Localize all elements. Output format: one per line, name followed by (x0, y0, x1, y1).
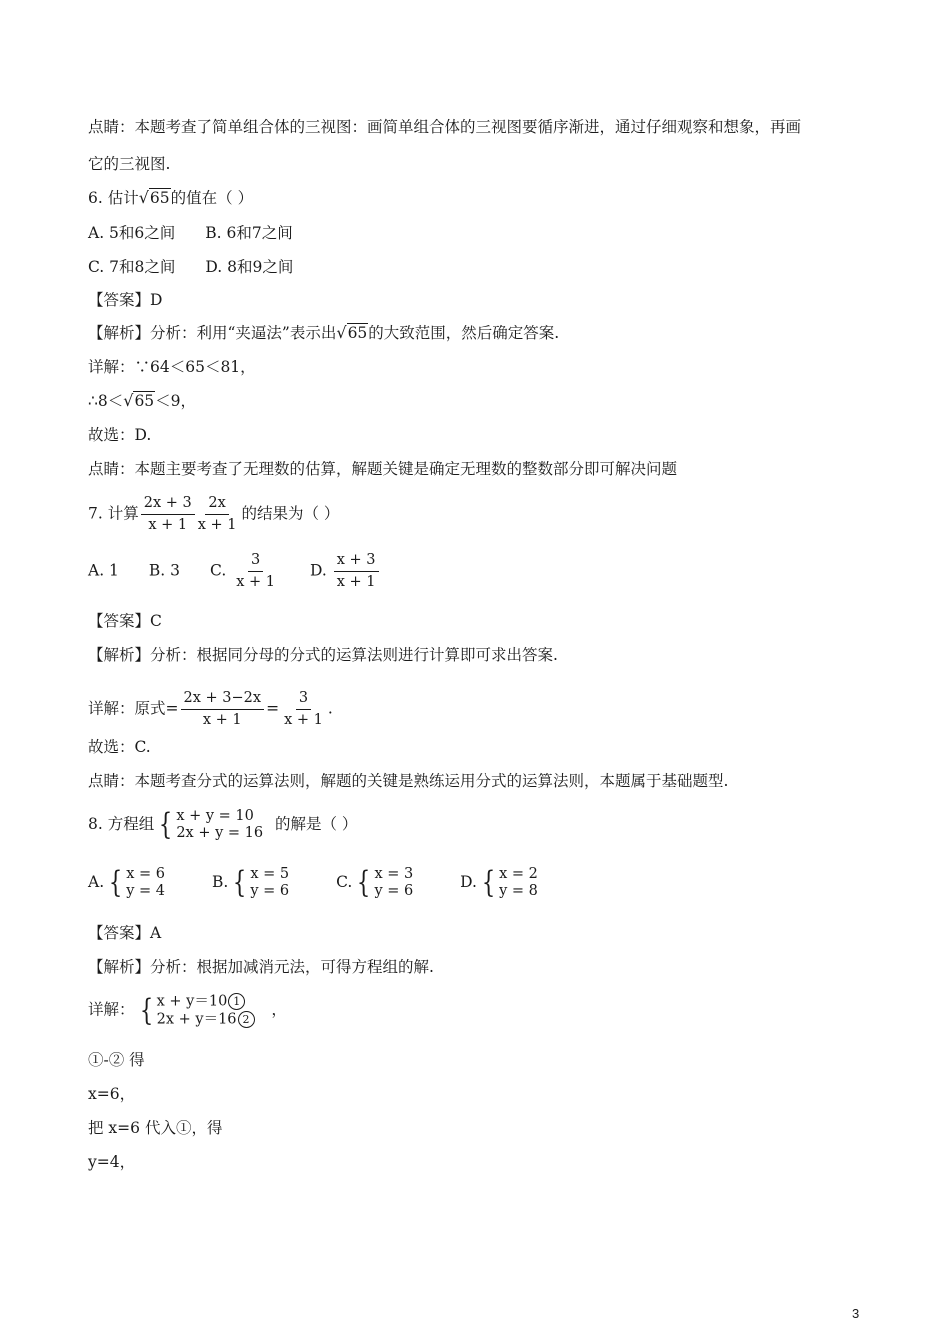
q8-stem-suffix: 的解是（ ） (274, 815, 358, 833)
q6-stem (88, 188, 253, 208)
q8-option-b-system: { x = 5 y = 6 (233, 865, 290, 900)
q7-fraction-2-numerator: 2x (205, 495, 228, 515)
q6-analysis (88, 323, 559, 343)
q8-detail-eq1: x + y＝10 (156, 993, 228, 1010)
step-1: ①-② 得 (88, 1051, 145, 1069)
q8-option-a-system: { x = 6 y = 4 (108, 865, 166, 900)
q7-option-a: A. 1 (88, 561, 119, 580)
q6-therefore-sqrt: √65 (123, 391, 155, 410)
q8-option-d-system: { x = 2 y = 8 (481, 865, 538, 900)
q7-option-d-label: D. (309, 561, 327, 580)
page-number: 3 (852, 1306, 860, 1321)
q8-option-a-eq1: x = 6 (126, 866, 165, 882)
q6-radicand: 65 (149, 189, 170, 207)
q8-analysis: 【解析】分析：根据加减消元法，可得方程组的解. (88, 958, 434, 976)
q8-option-b-label: B. (211, 873, 229, 891)
step-4: y=4， (88, 1153, 136, 1171)
q7-stem (88, 495, 339, 534)
q7-detail-fraction-2-denominator: x + 1 (284, 712, 323, 728)
remark-line-2: 它的三视图. (88, 155, 171, 173)
q8-option-d-eq2: y = 8 (499, 883, 538, 899)
q6-analysis-sqrt: √65 (336, 323, 368, 342)
q7-fraction-1 (141, 495, 195, 534)
q7-detail-fraction-1-denominator: x + 1 (202, 712, 242, 728)
q6-option-b: B. 6和7之间 (205, 224, 293, 242)
q8-equation-1: x + y = 10 (176, 808, 254, 824)
q8-option-c-system: { x = 3 y = 6 (357, 865, 414, 900)
q8-option-c-eq1: x = 3 (374, 866, 414, 882)
q7-detail-fraction-1 (181, 690, 265, 729)
q7-option-b: B. 3 (148, 561, 181, 580)
q6-detail: 详解：∵64＜65＜81， (88, 358, 256, 376)
q6-choice: 故选：D. (88, 426, 152, 444)
q8-detail-prefix: 详解： (88, 1000, 135, 1019)
q6-option-a: A. 5和6之间 (88, 224, 176, 242)
q7-fraction-2 (195, 495, 240, 534)
q8-stem (88, 808, 357, 842)
q6-option-d: D. 8和9之间 (205, 258, 294, 276)
q6-therefore-radicand: 65 (134, 392, 155, 410)
step-3: 把 x=6 代入①，得 (88, 1119, 223, 1137)
q8-option-b-eq2: y = 6 (250, 883, 290, 899)
q8-detail (88, 993, 287, 1028)
q8-detail-circled-2: 2 (238, 1011, 255, 1028)
q7-stem-prefix: 7. 计算 (88, 504, 139, 523)
q8-option-a-label: A. (88, 873, 105, 891)
q8-detail-eq2: 2x + y＝16 (156, 1011, 237, 1027)
q7-fraction-1-numerator: 2x + 3 (141, 495, 195, 515)
q7-fraction-1-denominator: x + 1 (148, 517, 188, 533)
q8-detail-comma: ， (271, 1000, 287, 1019)
q7-choice: 故选：C. (88, 738, 151, 756)
q8-option-b-eq1: x = 5 (250, 866, 290, 882)
q6-stem-suffix: 的值在（ ） (170, 189, 254, 207)
q8-detail-system: { x + y＝10 1 2x + y＝16 2 (137, 993, 255, 1028)
q6-therefore-prefix: ∴8＜ (88, 392, 124, 410)
q7-detail-period: . (327, 699, 333, 718)
q7-detail-fraction-2 (281, 690, 326, 729)
q7-option-c-fraction (233, 552, 278, 591)
q8-option-d-eq1: x = 2 (499, 866, 538, 882)
q8-option-a-eq2: y = 4 (126, 883, 166, 899)
q6-remark: 点睛：本题主要考查了无理数的估算，解题关键是确定无理数的整数部分即可解决问题 (88, 460, 678, 478)
q7-option-d-denominator: x + 1 (336, 574, 376, 590)
q7-option-d-fraction (334, 552, 379, 591)
q8-option-c-label: C. (336, 873, 353, 891)
q7-stem-suffix: 的结果为（ ） (241, 504, 340, 523)
q6-therefore (88, 391, 196, 411)
q7-options (88, 552, 381, 591)
q6-answer: 【答案】D (88, 291, 163, 309)
q8-option-c-eq2: y = 6 (374, 883, 414, 899)
q7-fraction-2-denominator: x + 1 (197, 517, 237, 533)
q6-option-c: C. 7和8之间 (88, 258, 176, 276)
q8-equation-system: { x + y = 10 2x + y = 16 (159, 807, 264, 842)
q6-analysis-suffix: 的大致范围，然后确定答案. (368, 324, 560, 342)
q8-answer: 【答案】A (88, 924, 162, 942)
q6-sqrt: √65 (138, 188, 170, 207)
q7-option-c-label: C. (210, 561, 227, 580)
q6-analysis-prefix: 【解析】分析：利用“夹逼法”表示出 (88, 324, 337, 342)
q7-detail-fraction-1-numerator: 2x + 3−2x (181, 690, 265, 710)
q7-option-d-numerator: x + 3 (334, 552, 379, 572)
step-2: x=6， (88, 1085, 136, 1103)
q6-options-cd (88, 257, 293, 277)
q6-options-ab (88, 223, 293, 243)
q8-detail-circled-1: 1 (228, 993, 245, 1010)
q8-stem-prefix: 8. 方程组 (88, 815, 155, 833)
q8-equation-2: 2x + y = 16 (176, 825, 264, 841)
q8-options (88, 866, 540, 900)
q7-remark: 点睛：本题考查分式的运算法则，解题的关键是熟练运用分式的运算法则，本题属于基础题型. (88, 772, 729, 790)
q7-option-c-denominator: x + 1 (236, 574, 275, 590)
q6-stem-prefix: 6. 估计 (88, 189, 139, 207)
q7-option-c-numerator: 3 (248, 552, 263, 572)
q7-answer: 【答案】C (88, 612, 162, 630)
q6-analysis-radicand: 65 (347, 324, 368, 342)
q7-detail-fraction-2-numerator: 3 (296, 690, 311, 710)
q8-option-d-label: D. (460, 873, 477, 891)
q7-detail-equals: = (266, 699, 280, 718)
remark-line-1: 点睛：本题考查了简单组合体的三视图：画简单组合体的三视图要循序渐进，通过仔细观察和想象，再画 (88, 118, 802, 136)
q6-therefore-suffix: ＜9， (155, 392, 197, 410)
q7-detail (88, 690, 333, 729)
q7-detail-prefix: 详解：原式= (88, 699, 179, 718)
q7-analysis: 【解析】分析：根据同分母的分式的运算法则进行计算即可求出答案. (88, 646, 558, 664)
